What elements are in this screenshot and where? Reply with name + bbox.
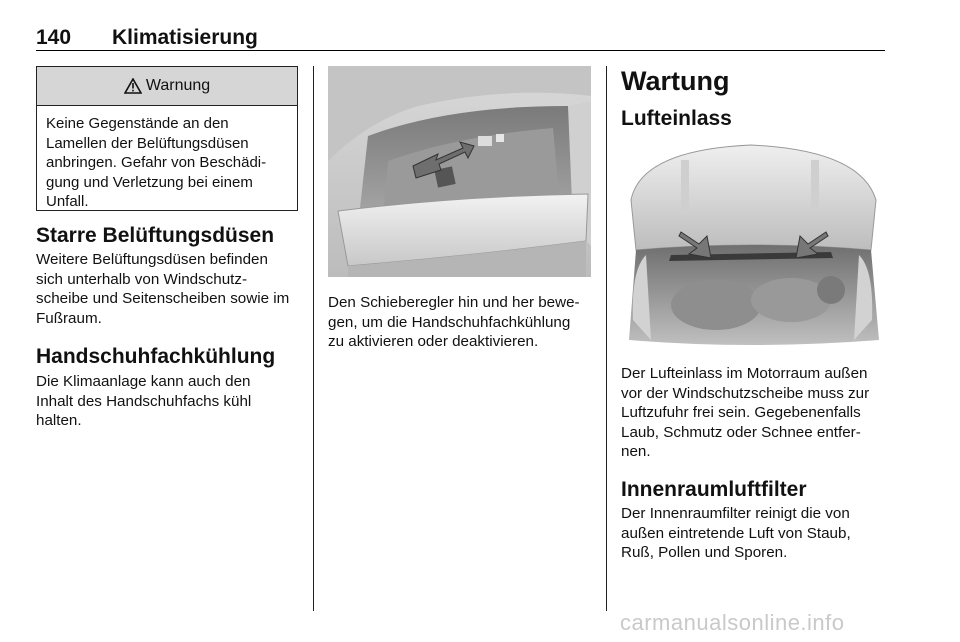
body-line: Der Lufteinlass im Motorraum außen — [621, 365, 868, 382]
section-body-handschuhfach — [36, 372, 311, 431]
warning-text — [37, 106, 297, 212]
body-line: Der Innenraumfilter reinigt die von — [621, 505, 850, 522]
warning-line: anbringen. Gefahr von Beschädi- — [46, 154, 267, 171]
body-line: vor der Windschutzscheibe muss zur — [621, 384, 870, 402]
body-line: Laub, Schmutz oder Schnee entfer- — [621, 423, 861, 441]
page-number: 140 — [36, 26, 72, 49]
body-line: Ruß, Pollen und Sporen. — [621, 544, 788, 561]
warning-title: Warnung — [145, 77, 211, 94]
chapter-title: Klimatisierung — [112, 26, 258, 49]
engine-bay-illustration — [621, 140, 884, 350]
body-line: Luftzufuhr frei sein. Gegebenenfalls — [621, 404, 861, 421]
body-line: halten. — [36, 412, 82, 429]
warning-line: Keine Gegenstände an den — [46, 115, 229, 132]
caption-line: gen, um die Handschuhfachkühlung — [328, 313, 571, 331]
warning-triangle-icon — [124, 78, 142, 94]
warning-line: Unfall. — [46, 193, 89, 210]
body-line: sich unterhalb von Windschutz- — [36, 270, 248, 288]
body-line: Fußraum. — [36, 309, 102, 327]
watermark: carmanualsonline.info — [620, 610, 845, 635]
page-header — [36, 26, 885, 52]
warning-line: gung und Verletzung bei einem — [46, 173, 253, 191]
warning-box — [36, 66, 298, 211]
body-line: nen. — [621, 443, 651, 460]
body-line: außen eintretende Luft von Staub, — [621, 524, 851, 542]
warning-line: Lamellen der Belüftungsdüsen — [46, 134, 249, 152]
innenraumluftfilter-body — [621, 504, 891, 563]
caption-line: Den Schieberegler hin und her bewe- — [328, 294, 580, 311]
body-line: Inhalt des Handschuhfachs kühl — [36, 392, 252, 410]
column-divider-1 — [313, 66, 314, 611]
body-line: Die Klimaanlage kann auch den — [36, 373, 251, 390]
section-title-handschuhfach: Handschuhfachkühlung — [36, 345, 276, 368]
section-title-innenraumluftfilter: Innenraumluftfilter — [621, 478, 807, 501]
caption-line: zu aktivieren oder deaktivieren. — [328, 333, 539, 350]
warning-header — [37, 67, 297, 106]
glovebox-caption — [328, 293, 603, 352]
section-title-starre: Starre Belüftungsdüsen — [36, 224, 275, 247]
header-rule — [36, 50, 885, 51]
column-divider-2 — [606, 66, 607, 611]
main-title-wartung: Wartung — [621, 66, 730, 96]
subtitle-lufteinlass: Lufteinlass — [621, 107, 732, 130]
section-body-starre — [36, 250, 311, 328]
glovebox-illustration — [328, 66, 591, 277]
lufteinlass-body — [621, 364, 891, 462]
body-line: Weitere Belüftungsdüsen befinden — [36, 251, 268, 268]
body-line: scheibe und Seitenscheiben sowie im — [36, 290, 290, 307]
